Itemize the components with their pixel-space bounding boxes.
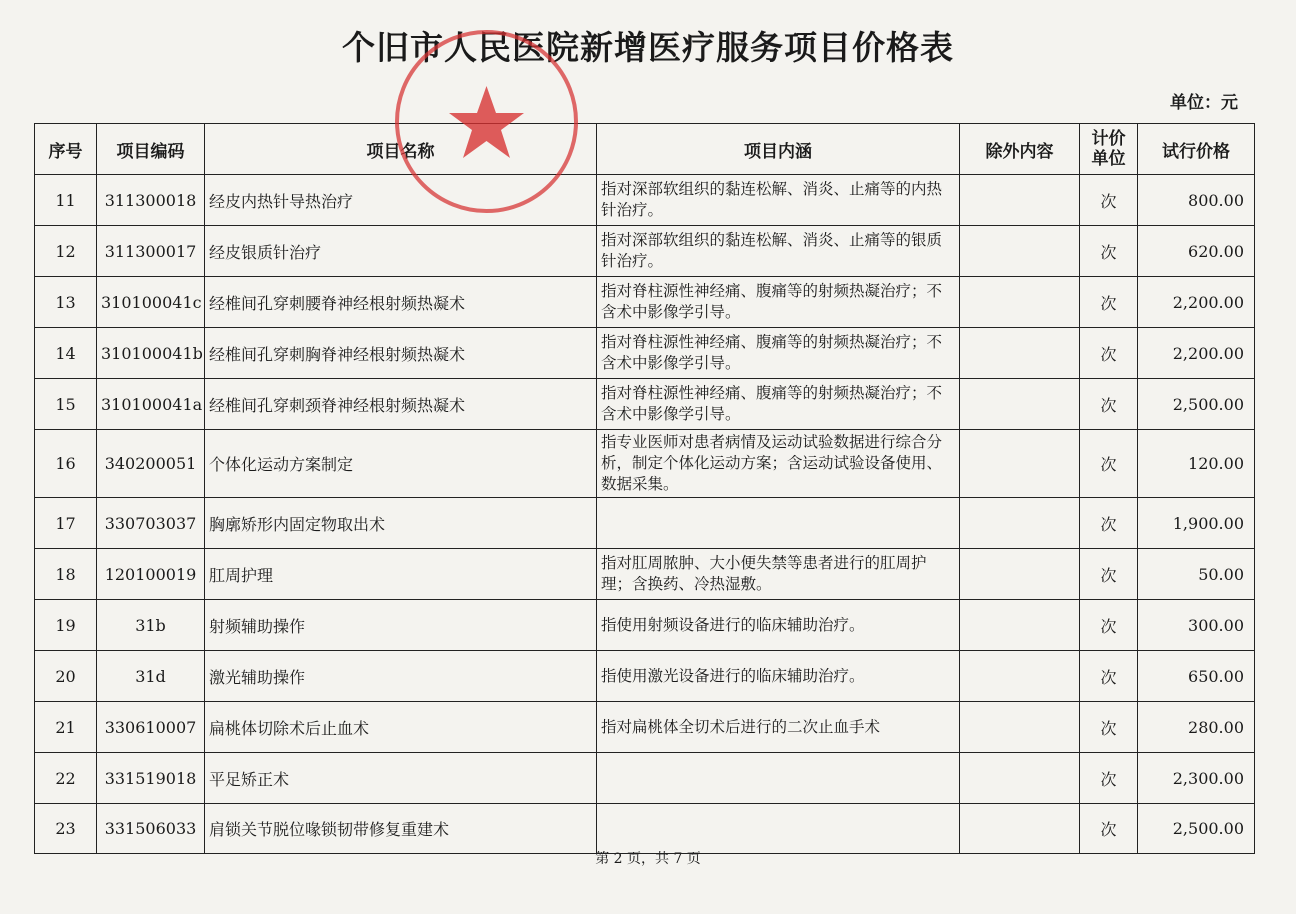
cell-price: 2,200.00 [1138, 328, 1255, 379]
cell-code: 310100041a [97, 379, 205, 430]
cell-desc: 指对脊柱源性神经痛、腹痛等的射频热凝治疗；不含术中影像学引导。 [597, 277, 960, 328]
cell-desc [597, 498, 960, 549]
cell-no: 17 [35, 498, 97, 549]
cell-code: 120100019 [97, 549, 205, 600]
cell-unit: 次 [1080, 379, 1138, 430]
cell-price: 300.00 [1138, 600, 1255, 651]
cell-desc: 指使用激光设备进行的临床辅助治疗。 [597, 651, 960, 702]
cell-unit: 次 [1080, 549, 1138, 600]
header-name: 项目名称 [205, 124, 597, 175]
cell-name: 经椎间孔穿刺胸脊神经根射频热凝术 [205, 328, 597, 379]
unit-label: 单位：元 [1170, 93, 1238, 113]
cell-exclude [960, 226, 1080, 277]
header-exclude: 除外内容 [960, 124, 1080, 175]
cell-name: 射频辅助操作 [205, 600, 597, 651]
table-row [35, 804, 1255, 854]
cell-no: 13 [35, 277, 97, 328]
cell-unit: 次 [1080, 175, 1138, 226]
cell-no: 19 [35, 600, 97, 651]
cell-exclude [960, 804, 1080, 854]
cell-price: 50.00 [1138, 549, 1255, 600]
cell-name: 经椎间孔穿刺颈脊神经根射频热凝术 [205, 379, 597, 430]
cell-desc: 指对肛周脓肿、大小便失禁等患者进行的肛周护理；含换药、冷热湿敷。 [597, 549, 960, 600]
cell-exclude [960, 328, 1080, 379]
cell-no: 12 [35, 226, 97, 277]
cell-unit: 次 [1080, 328, 1138, 379]
cell-name: 胸廓矫形内固定物取出术 [205, 498, 597, 549]
bleed-through-text [48, 88, 53, 106]
cell-price: 2,500.00 [1138, 379, 1255, 430]
cell-code: 310100041c [97, 277, 205, 328]
table-row [35, 549, 1255, 600]
cell-exclude [960, 277, 1080, 328]
cell-exclude [960, 651, 1080, 702]
cell-no: 14 [35, 328, 97, 379]
cell-price: 120.00 [1138, 430, 1255, 498]
cell-price: 2,500.00 [1138, 804, 1255, 854]
cell-code: 330703037 [97, 498, 205, 549]
cell-desc: 指对脊柱源性神经痛、腹痛等的射频热凝治疗；不含术中影像学引导。 [597, 328, 960, 379]
cell-name: 肩锁关节脱位喙锁韧带修复重建术 [205, 804, 597, 854]
cell-code: 331506033 [97, 804, 205, 854]
header-desc: 项目内涵 [597, 124, 960, 175]
table-row [35, 328, 1255, 379]
cell-no: 15 [35, 379, 97, 430]
cell-no: 22 [35, 753, 97, 804]
cell-name: 激光辅助操作 [205, 651, 597, 702]
cell-code: 340200051 [97, 430, 205, 498]
header-unit: 计价单位 [1080, 124, 1138, 175]
cell-unit: 次 [1080, 651, 1138, 702]
cell-exclude [960, 549, 1080, 600]
cell-price: 2,300.00 [1138, 753, 1255, 804]
cell-name: 肛周护理 [205, 549, 597, 600]
cell-unit: 次 [1080, 753, 1138, 804]
table-row [35, 702, 1255, 753]
cell-exclude [960, 600, 1080, 651]
cell-no: 23 [35, 804, 97, 854]
cell-desc: 指对深部软组织的黏连松解、消炎、止痛等的内热针治疗。 [597, 175, 960, 226]
cell-code: 331519018 [97, 753, 205, 804]
table-row [35, 753, 1255, 804]
cell-price: 620.00 [1138, 226, 1255, 277]
cell-code: 31d [97, 651, 205, 702]
cell-unit: 次 [1080, 600, 1138, 651]
cell-desc: 指使用射频设备进行的临床辅助治疗。 [597, 600, 960, 651]
cell-name: 经皮内热针导热治疗 [205, 175, 597, 226]
cell-code: 311300017 [97, 226, 205, 277]
page-footer: 第 2 页，共 7 页 [595, 851, 701, 867]
table-row [35, 651, 1255, 702]
cell-exclude [960, 379, 1080, 430]
cell-no: 18 [35, 549, 97, 600]
cell-price: 1,900.00 [1138, 498, 1255, 549]
cell-code: 311300018 [97, 175, 205, 226]
table-row [35, 430, 1255, 498]
cell-name: 扁桃体切除术后止血术 [205, 702, 597, 753]
cell-name: 经皮银质针治疗 [205, 226, 597, 277]
cell-exclude [960, 498, 1080, 549]
cell-desc: 指对脊柱源性神经痛、腹痛等的射频热凝治疗；不含术中影像学引导。 [597, 379, 960, 430]
cell-unit: 次 [1080, 804, 1138, 854]
header-no: 序号 [35, 124, 97, 175]
cell-desc: 指专业医师对患者病情及运动试验数据进行综合分析，制定个体化运动方案；含运动试验设备使用、数据采集。 [597, 430, 960, 498]
table-row [35, 226, 1255, 277]
cell-no: 16 [35, 430, 97, 498]
price-table [34, 123, 1255, 854]
cell-code: 310100041b [97, 328, 205, 379]
cell-desc [597, 804, 960, 854]
cell-unit: 次 [1080, 430, 1138, 498]
cell-exclude [960, 430, 1080, 498]
cell-no: 11 [35, 175, 97, 226]
cell-name: 平足矫正术 [205, 753, 597, 804]
cell-code: 31b [97, 600, 205, 651]
cell-name: 个体化运动方案制定 [205, 430, 597, 498]
header-code: 项目编码 [97, 124, 205, 175]
cell-unit: 次 [1080, 702, 1138, 753]
cell-price: 800.00 [1138, 175, 1255, 226]
table-row [35, 498, 1255, 549]
cell-no: 21 [35, 702, 97, 753]
table-row [35, 175, 1255, 226]
cell-desc: 指对深部软组织的黏连松解、消炎、止痛等的银质针治疗。 [597, 226, 960, 277]
table-row [35, 277, 1255, 328]
cell-code: 330610007 [97, 702, 205, 753]
cell-unit: 次 [1080, 277, 1138, 328]
cell-name: 经椎间孔穿刺腰脊神经根射频热凝术 [205, 277, 597, 328]
header-price: 试行价格 [1138, 124, 1255, 175]
cell-unit: 次 [1080, 226, 1138, 277]
table-row [35, 379, 1255, 430]
cell-price: 2,200.00 [1138, 277, 1255, 328]
cell-price: 280.00 [1138, 702, 1255, 753]
cell-no: 20 [35, 651, 97, 702]
cell-exclude [960, 702, 1080, 753]
cell-desc: 指对扁桃体全切术后进行的二次止血手术 [597, 702, 960, 753]
cell-price: 650.00 [1138, 651, 1255, 702]
cell-exclude [960, 175, 1080, 226]
cell-unit: 次 [1080, 498, 1138, 549]
table-header-row [35, 124, 1255, 175]
table-row [35, 600, 1255, 651]
cell-desc [597, 753, 960, 804]
page-title: 个旧市人民医院新增医疗服务项目价格表 [342, 28, 954, 67]
cell-exclude [960, 753, 1080, 804]
